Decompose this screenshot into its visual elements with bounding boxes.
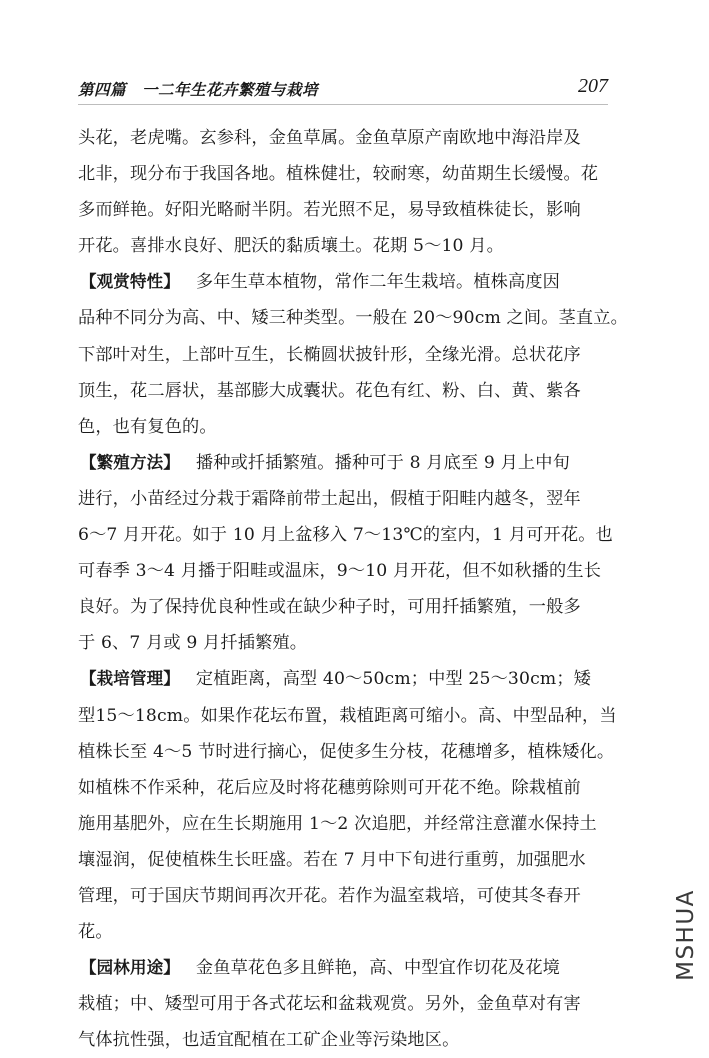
text-line: 管理，可于国庆节期间再次开花。若作为温室栽培，可使其冬春开 <box>78 885 581 906</box>
section-cultivation-first-line <box>78 661 634 697</box>
section-label-landscape: 【园林用途】 <box>80 958 180 978</box>
section-cultivation-text: 定植距离，高型 40～50cm；中型 25～30cm；矮 <box>195 669 591 690</box>
section-propagation-first-line <box>78 445 634 481</box>
header-rule <box>78 104 608 105</box>
section-label-propagation: 【繁殖方法】 <box>80 452 180 472</box>
text-line: 植株长至 4～5 节时进行摘心，促使多生分枝，花穗增多，植株矮化。 <box>78 741 615 762</box>
text-line: 6～7 月开花。如于 10 月上盆移入 7～13℃的室内，1 月可开花。也 <box>78 525 613 546</box>
text-line: 开花。喜排水良好、肥沃的黏质壤土。花期 5～10 月。 <box>78 236 504 257</box>
chapter-title: 第四篇 一二年生花卉繁殖与栽培 <box>78 81 319 99</box>
text-line: 如植株不作采种，花后应及时将花穗剪除则可开花不绝。除栽植前 <box>78 777 581 798</box>
section-label-ornamental: 【观赏特性】 <box>80 272 180 292</box>
section-label-cultivation: 【栽培管理】 <box>80 669 180 689</box>
text-line: 良好。为了保持优良种性或在缺少种子时，可用扦插繁殖，一般多 <box>78 597 581 618</box>
text-line: 气体抗性强，也适宜配植在工矿企业等污染地区。 <box>78 1030 460 1051</box>
text-line: 施用基肥外，应在生长期施用 1～2 次追肥，并经常注意灌水保持土 <box>78 813 597 834</box>
text-line: 于 6、7 月或 9 月扦插繁殖。 <box>78 633 308 654</box>
text-line: 花。 <box>78 922 113 943</box>
section-landscape-text: 金鱼草花色多且鲜艳，高、中型宜作切花及花境 <box>195 958 560 979</box>
text-line: 下部叶对生，上部叶互生，长椭圆状披针形，全缘光滑。总状花序 <box>78 344 581 365</box>
section-ornamental-text: 多年生草本植物，常作二年生栽培。植株高度因 <box>195 272 560 293</box>
section-ornamental-first-line <box>78 264 634 300</box>
text-line: 栽植；中、矮型可用于各式花坛和盆栽观赏。另外，金鱼草对有害 <box>78 994 581 1015</box>
text-line: 品种不同分为高、中、矮三种类型。一般在 20～90cm 之间。茎直立。 <box>78 308 628 329</box>
watermark <box>672 880 700 990</box>
text-line: 进行，小苗经过分栽于霜降前带土起出，假植于阳畦内越冬，翌年 <box>78 488 581 509</box>
text-line: 色，也有复色的。 <box>78 416 217 437</box>
page-number: 207 <box>578 75 608 97</box>
section-landscape-first-line <box>78 950 634 986</box>
text-line: 壤湿润，促使植株生长旺盛。若在 7 月中下旬进行重剪，加强肥水 <box>78 849 586 870</box>
running-header <box>78 75 608 102</box>
body-text <box>78 120 634 1058</box>
text-line: 型15～18cm。如果作花坛布置，栽植距离可缩小。高、中型品种，当 <box>78 705 617 726</box>
section-propagation-text: 播种或扦插繁殖。播种可于 8 月底至 9 月上中旬 <box>195 452 570 473</box>
text-line: 可春季 3～4 月播于阳畦或温床，9～10 月开花，但不如秋播的生长 <box>78 561 602 582</box>
text-line: 北非，现分布于我国各地。植株健壮，较耐寒，幼苗期生长缓慢。花 <box>78 164 599 185</box>
watermark-text: MSHUA <box>673 889 699 981</box>
text-line: 多而鲜艳。好阳光略耐半阴。若光照不足，易导致植株徒长，影响 <box>78 200 581 221</box>
text-line: 头花，老虎嘴。玄参科，金鱼草属。金鱼草原产南欧地中海沿岸及 <box>78 128 581 148</box>
text-line: 顶生，花二唇状，基部膨大成囊状。花色有红、粉、白、黄、紫各 <box>78 380 581 401</box>
